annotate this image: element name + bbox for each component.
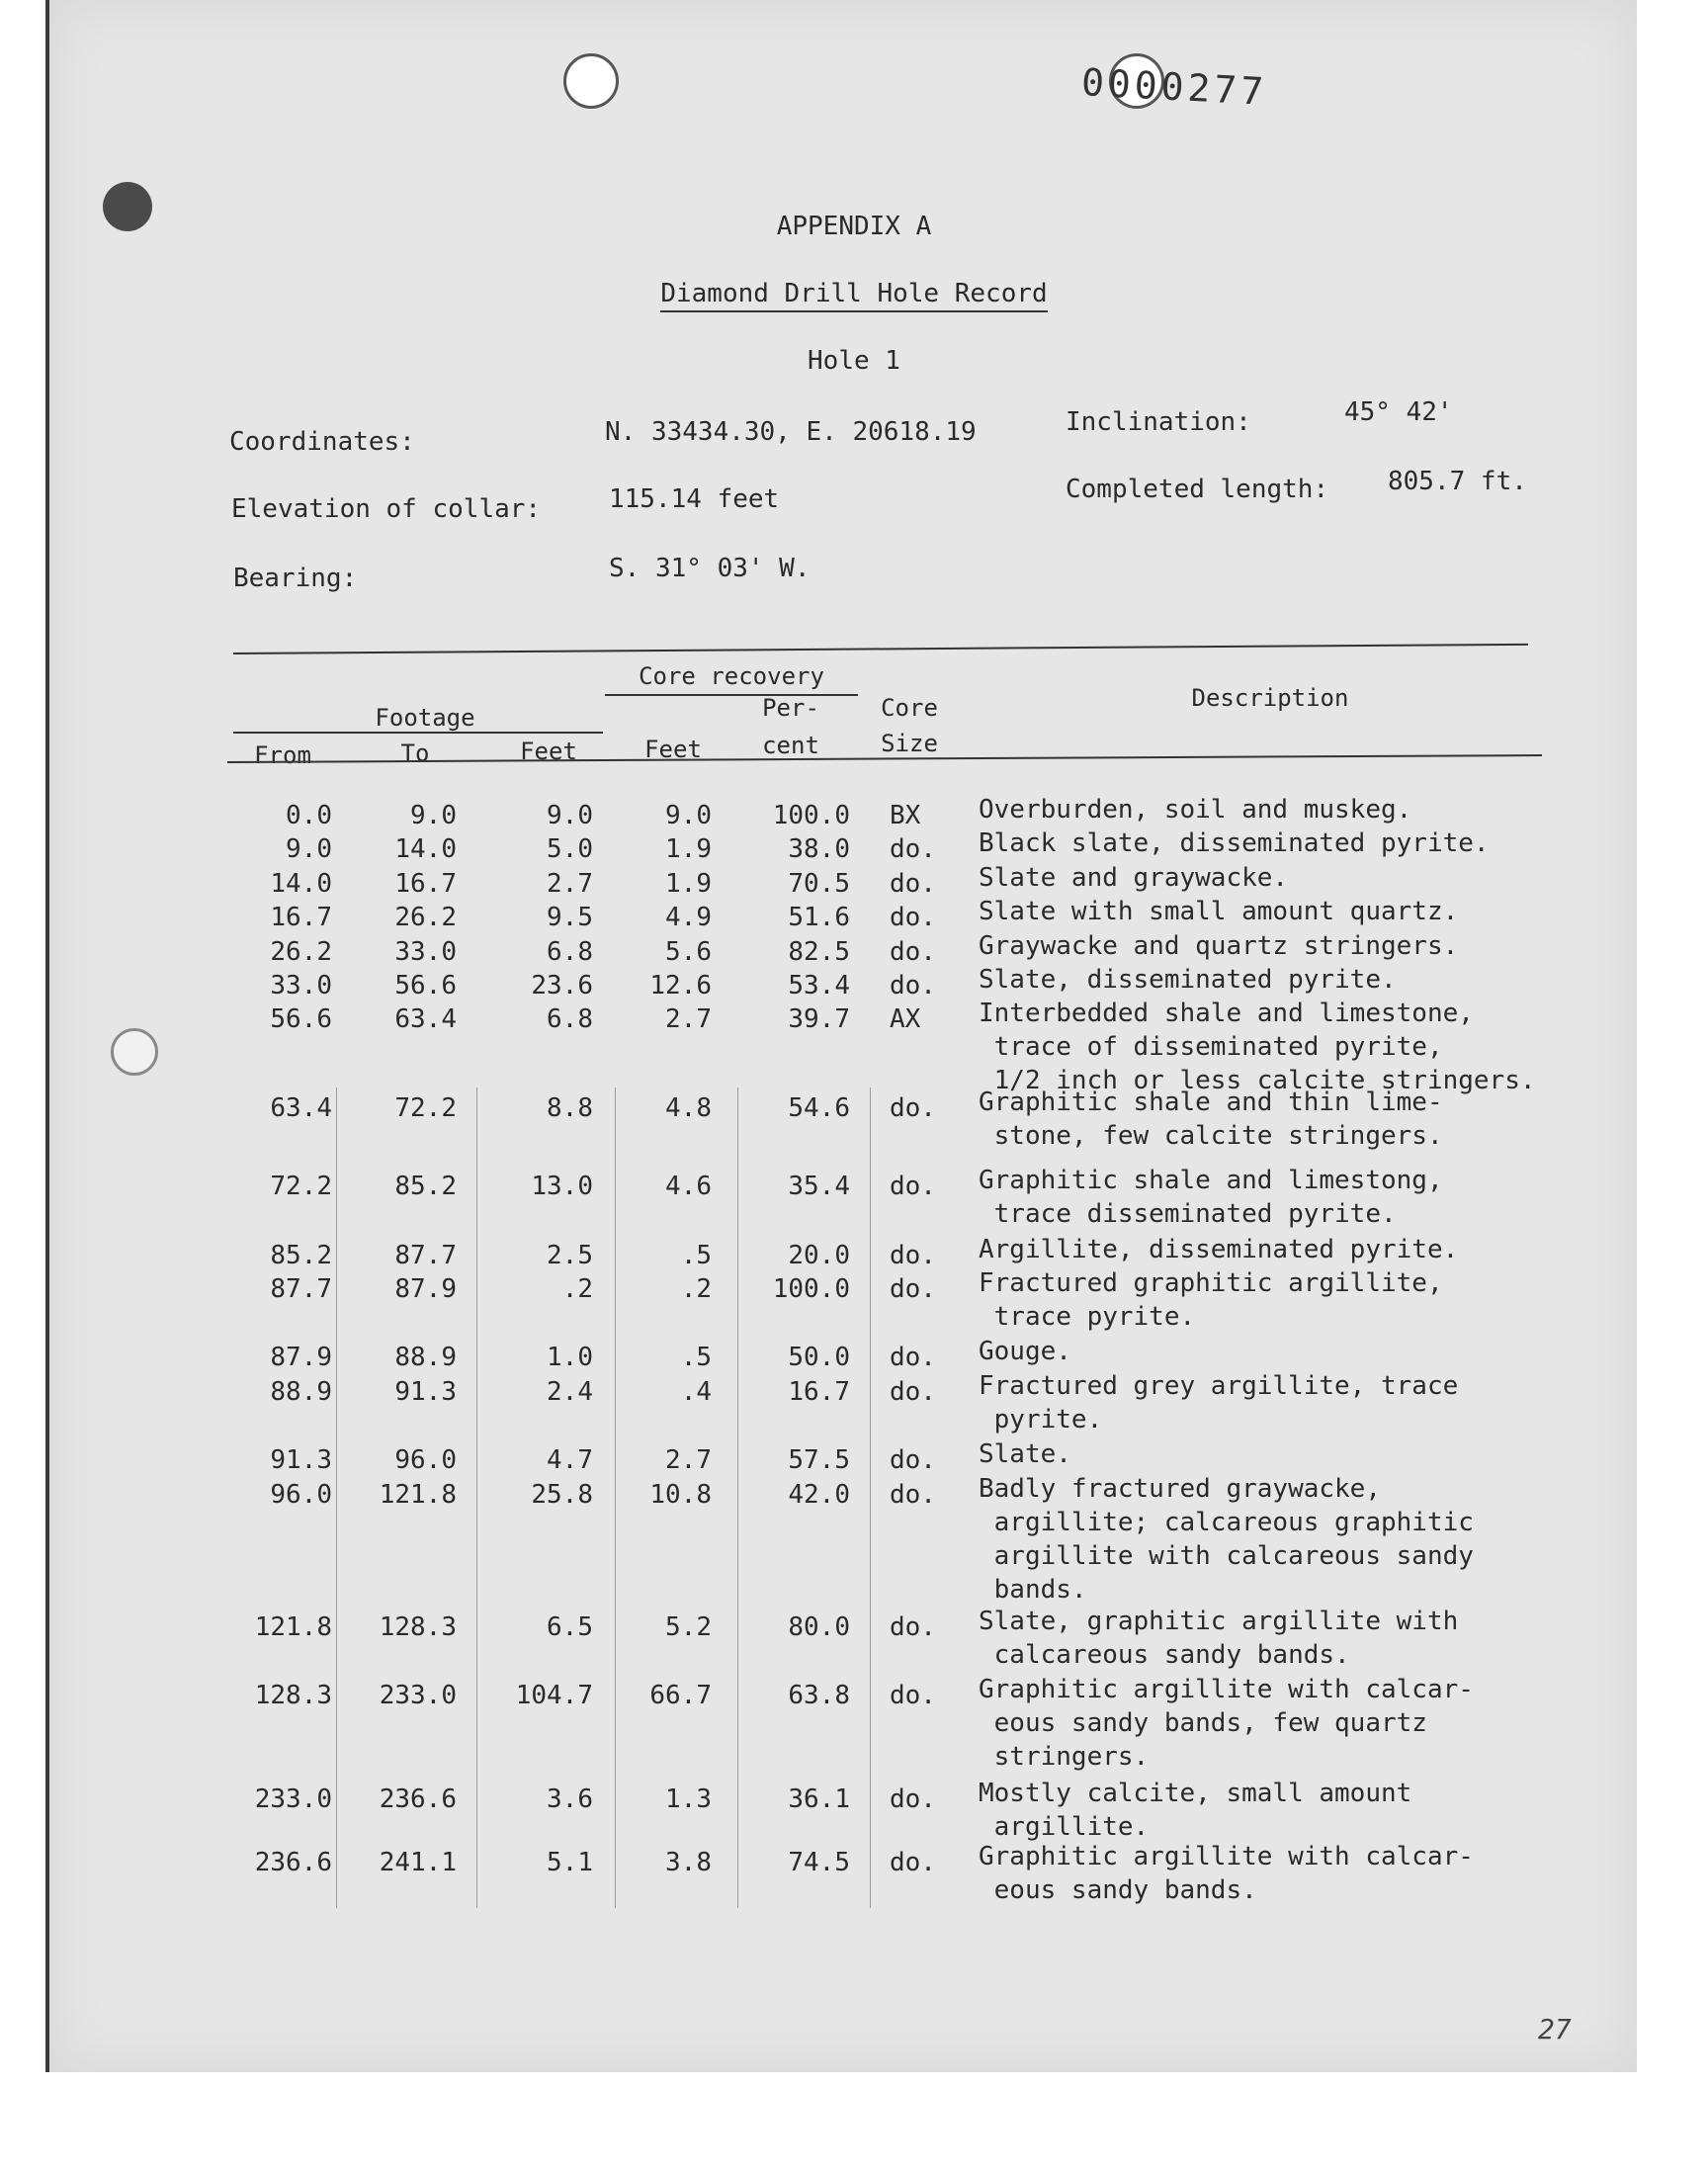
cell-feet: 4.7 xyxy=(547,1445,593,1476)
cell-percent: 42.0 xyxy=(788,1479,850,1510)
cell-percent: 54.6 xyxy=(788,1092,850,1123)
cell-feet: 23.6 xyxy=(531,971,593,1000)
cell-feet: 8.8 xyxy=(547,1092,593,1123)
cell-feet: 9.5 xyxy=(547,903,593,933)
cell-size: do. xyxy=(890,1172,936,1202)
cell-to: 9.0 xyxy=(410,801,457,830)
footage-header: Footage xyxy=(375,704,475,732)
footage-underline xyxy=(233,732,603,734)
cell-percent: 70.5 xyxy=(788,868,850,899)
cell-feet: 13.0 xyxy=(531,1172,593,1202)
bearing-value: S. 31° 03' W. xyxy=(609,554,811,583)
cell-from: 233.0 xyxy=(254,1784,332,1814)
coordinates-value: N. 33434.30, E. 20618.19 xyxy=(605,417,977,447)
cell-feet: 5.1 xyxy=(547,1848,593,1878)
cell-feet: 9.0 xyxy=(547,801,593,830)
cell-description: Graphitic argillite with calcar- xyxy=(979,1842,1474,1872)
cell-from: 87.9 xyxy=(270,1343,332,1373)
cell-percent: 36.1 xyxy=(788,1784,850,1814)
cell-to: 91.3 xyxy=(394,1376,457,1407)
cell-from: 56.6 xyxy=(270,1004,332,1035)
cell-percent: 63.8 xyxy=(788,1681,850,1711)
feet-header: Feet xyxy=(520,738,577,765)
elevation-value: 115.14 feet xyxy=(609,484,780,514)
cell-description: Slate with small amount quartz. xyxy=(979,897,1459,927)
cell-rec-feet: 3.8 xyxy=(665,1848,712,1878)
cell-from: 14.0 xyxy=(270,868,332,899)
cell-from: 85.2 xyxy=(270,1240,332,1270)
cell-to: 14.0 xyxy=(394,834,457,865)
cell-description: argillite; calcareous graphitic xyxy=(979,1507,1474,1537)
cell-description: Slate and graywacke. xyxy=(979,862,1289,893)
percent-header-bottom: cent xyxy=(762,732,819,759)
to-header: To xyxy=(400,740,430,767)
cell-size: do. xyxy=(890,1092,936,1123)
cell-percent: 16.7 xyxy=(788,1376,850,1407)
cell-description: Graphitic shale and thin lime- xyxy=(979,1087,1443,1117)
cell-description: Graphitic argillite with calcar- xyxy=(979,1675,1474,1705)
cell-to: 233.0 xyxy=(379,1681,457,1711)
column-rule xyxy=(476,1088,477,1908)
cell-from: 72.2 xyxy=(270,1172,332,1202)
cell-to: 26.2 xyxy=(394,903,457,933)
cell-description: Graywacke and quartz stringers. xyxy=(979,930,1459,961)
cell-rec-feet: 5.2 xyxy=(665,1612,712,1642)
cell-rec-feet: 10.8 xyxy=(649,1479,712,1510)
cell-rec-feet: 2.7 xyxy=(665,1004,712,1035)
cell-percent: 35.4 xyxy=(788,1172,850,1202)
size-header-bottom: Size xyxy=(881,730,938,757)
cell-rec-feet: 1.3 xyxy=(665,1784,712,1814)
cell-size: do. xyxy=(890,834,936,865)
cell-size: do. xyxy=(890,936,936,967)
cell-to: 56.6 xyxy=(394,971,457,1000)
cell-size: do. xyxy=(890,1479,936,1510)
cell-percent: 57.5 xyxy=(788,1445,850,1476)
description-header: Description xyxy=(1191,684,1349,712)
cell-rec-feet: .4 xyxy=(680,1376,712,1407)
cell-rec-feet: 4.9 xyxy=(665,903,712,933)
cell-size: BX xyxy=(890,801,921,830)
cell-feet: 2.4 xyxy=(547,1376,593,1407)
cell-size: do. xyxy=(890,1376,936,1407)
cell-percent: 38.0 xyxy=(788,834,850,865)
cell-from: 26.2 xyxy=(270,936,332,967)
cell-description: trace of disseminated pyrite, xyxy=(979,1032,1443,1063)
cell-description: eous sandy bands, few quartz xyxy=(979,1708,1427,1739)
cell-feet: 104.7 xyxy=(515,1681,593,1711)
cell-to: 241.1 xyxy=(379,1848,457,1878)
cell-size: do. xyxy=(890,971,936,1000)
cell-rec-feet: 4.6 xyxy=(665,1172,712,1202)
cell-feet: .2 xyxy=(561,1274,593,1304)
cell-to: 16.7 xyxy=(394,868,457,899)
cell-to: 236.6 xyxy=(379,1784,457,1814)
cell-to: 87.7 xyxy=(394,1240,457,1270)
punch-hole xyxy=(111,1028,158,1076)
cell-to: 87.9 xyxy=(394,1274,457,1304)
cell-to: 128.3 xyxy=(379,1612,457,1642)
cell-from: 0.0 xyxy=(286,801,332,830)
bearing-label: Bearing: xyxy=(233,564,358,593)
cell-to: 85.2 xyxy=(394,1172,457,1202)
cell-description: Mostly calcite, small amount xyxy=(979,1778,1412,1808)
cell-feet: 5.0 xyxy=(547,834,593,865)
cell-feet: 25.8 xyxy=(531,1479,593,1510)
cell-size: do. xyxy=(890,1274,936,1304)
column-rule xyxy=(615,1088,616,1908)
cell-rec-feet: 1.9 xyxy=(665,834,712,865)
title-text: Diamond Drill Hole Record xyxy=(660,279,1047,312)
coordinates-label: Coordinates: xyxy=(229,427,415,457)
cell-feet: 6.8 xyxy=(547,1004,593,1035)
cell-percent: 53.4 xyxy=(788,971,850,1000)
column-rule xyxy=(336,1088,337,1908)
page-number: 27 xyxy=(1538,2013,1572,2045)
cell-description: calcareous sandy bands. xyxy=(979,1640,1350,1670)
cell-feet: 2.7 xyxy=(547,868,593,899)
page-title xyxy=(0,279,1708,308)
cell-size: do. xyxy=(890,868,936,899)
recovery-feet-header: Feet xyxy=(644,736,702,763)
cell-feet: 6.5 xyxy=(547,1612,593,1642)
cell-description: trace pyrite. xyxy=(979,1302,1196,1332)
cell-percent: 74.5 xyxy=(788,1848,850,1878)
cell-description: 1/2 inch or less calcite stringers. xyxy=(979,1066,1536,1096)
cell-description: Graphitic shale and limestong, xyxy=(979,1166,1443,1196)
column-rule xyxy=(870,1088,871,1908)
completed-length-value: 805.7 ft. xyxy=(1388,467,1527,496)
completed-length-label: Completed length: xyxy=(1066,475,1329,504)
cell-to: 33.0 xyxy=(394,936,457,967)
cell-from: 9.0 xyxy=(286,834,332,865)
cell-description: pyrite. xyxy=(979,1404,1103,1435)
cell-percent: 80.0 xyxy=(788,1612,850,1642)
cell-size: do. xyxy=(890,1784,936,1814)
cell-to: 88.9 xyxy=(394,1343,457,1373)
percent-header-top: Per- xyxy=(762,694,819,722)
from-header: From xyxy=(254,741,311,769)
cell-rec-feet: 5.6 xyxy=(665,936,712,967)
cell-description: Slate, graphitic argillite with xyxy=(979,1607,1459,1636)
cell-size: do. xyxy=(890,1445,936,1476)
cell-feet: 3.6 xyxy=(547,1784,593,1814)
cell-description: eous sandy bands. xyxy=(979,1875,1257,1906)
cell-from: 96.0 xyxy=(270,1479,332,1510)
cell-from: 121.8 xyxy=(254,1612,332,1642)
appendix-heading: APPENDIX A xyxy=(776,212,932,241)
cell-to: 96.0 xyxy=(394,1445,457,1476)
core-header-top: Core xyxy=(881,694,938,722)
cell-from: 88.9 xyxy=(270,1376,332,1407)
cell-rec-feet: 2.7 xyxy=(665,1445,712,1476)
cell-rec-feet: .5 xyxy=(680,1240,712,1270)
cell-description: Fractured grey argillite, trace xyxy=(979,1370,1459,1401)
cell-from: 63.4 xyxy=(270,1092,332,1123)
elevation-label: Elevation of collar: xyxy=(231,494,542,524)
cell-description: Slate, disseminated pyrite. xyxy=(979,965,1397,995)
cell-description: Gouge. xyxy=(979,1337,1071,1367)
cell-to: 63.4 xyxy=(394,1004,457,1035)
cell-to: 121.8 xyxy=(379,1479,457,1510)
column-rule xyxy=(737,1088,738,1908)
cell-from: 236.6 xyxy=(254,1848,332,1878)
cell-description: trace disseminated pyrite. xyxy=(979,1199,1397,1230)
cell-description: argillite. xyxy=(979,1811,1150,1842)
cell-description: argillite with calcareous sandy xyxy=(979,1540,1474,1571)
cell-from: 128.3 xyxy=(254,1681,332,1711)
cell-percent: 51.6 xyxy=(788,903,850,933)
cell-rec-feet: 4.8 xyxy=(665,1092,712,1123)
cell-description: stone, few calcite stringers. xyxy=(979,1120,1443,1151)
cell-size: do. xyxy=(890,1612,936,1642)
cell-from: 33.0 xyxy=(270,971,332,1000)
cell-description: Argillite, disseminated pyrite. xyxy=(979,1234,1459,1264)
cell-description: Slate. xyxy=(979,1439,1071,1470)
cell-feet: 6.8 xyxy=(547,936,593,967)
cell-description: Fractured graphitic argillite, xyxy=(979,1268,1443,1298)
hole-heading: Hole 1 xyxy=(808,346,900,376)
cell-size: AX xyxy=(890,1004,921,1035)
cell-percent: 100.0 xyxy=(772,801,850,830)
cell-size: do. xyxy=(890,1848,936,1878)
cell-size: do. xyxy=(890,1240,936,1270)
cell-description: bands. xyxy=(979,1574,1087,1605)
punch-hole xyxy=(563,53,619,109)
cell-from: 91.3 xyxy=(270,1445,332,1476)
cell-rec-feet: .2 xyxy=(680,1274,712,1304)
cell-percent: 20.0 xyxy=(788,1240,850,1270)
cell-description: Overburden, soil and muskeg. xyxy=(979,795,1412,825)
cell-percent: 82.5 xyxy=(788,936,850,967)
cell-rec-feet: 12.6 xyxy=(649,971,712,1000)
cell-description: Black slate, disseminated pyrite. xyxy=(979,828,1490,859)
cell-feet: 1.0 xyxy=(547,1343,593,1373)
cell-size: do. xyxy=(890,1681,936,1711)
cell-rec-feet: .5 xyxy=(680,1343,712,1373)
cell-percent: 50.0 xyxy=(788,1343,850,1373)
cell-rec-feet: 66.7 xyxy=(649,1681,712,1711)
core-recovery-header: Core recovery xyxy=(639,662,824,690)
cell-feet: 2.5 xyxy=(547,1240,593,1270)
cell-from: 87.7 xyxy=(270,1274,332,1304)
inclination-value: 45° 42' xyxy=(1344,397,1453,427)
document-number: 0000277 xyxy=(1079,60,1269,114)
cell-from: 16.7 xyxy=(270,903,332,933)
cell-size: do. xyxy=(890,903,936,933)
cell-rec-feet: 1.9 xyxy=(665,868,712,899)
cell-size: do. xyxy=(890,1343,936,1373)
cell-rec-feet: 9.0 xyxy=(665,801,712,830)
cell-description: Interbedded shale and limestone, xyxy=(979,999,1474,1029)
cell-percent: 100.0 xyxy=(772,1274,850,1304)
inclination-label: Inclination: xyxy=(1066,407,1251,437)
cell-to: 72.2 xyxy=(394,1092,457,1123)
cell-description: stringers. xyxy=(979,1742,1150,1773)
cell-percent: 39.7 xyxy=(788,1004,850,1035)
cell-description: Badly fractured graywacke, xyxy=(979,1473,1381,1504)
